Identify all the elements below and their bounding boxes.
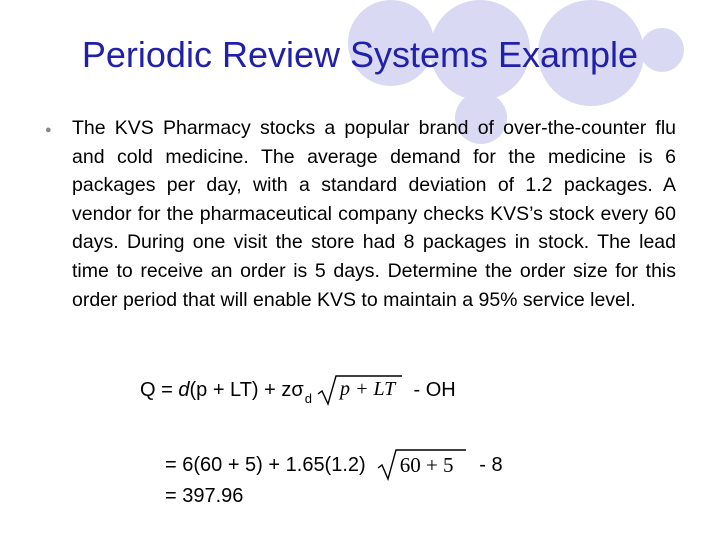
bullet-icon: ●: [45, 124, 52, 136]
formula-subscript: d: [304, 390, 312, 406]
calculation-line-2: = 397.96: [165, 485, 244, 507]
calc-suffix: - 8: [473, 453, 503, 476]
calc-prefix: = 6(60 + 5) + 1.65(1.2): [165, 453, 366, 476]
formula-lhs: Q =: [140, 378, 179, 401]
calculation-line-1: [165, 447, 503, 483]
formula-tail: - OH: [407, 378, 456, 401]
formula-mid: (p + LT) + zσ: [189, 378, 304, 401]
calc-radicand: 60 + 5: [399, 453, 454, 477]
formula-radicand: p + LT: [339, 378, 396, 400]
problem-paragraph: The KVS Pharmacy stocks a popular brand of over-the-counter flu and cold medicine. The average demand for the medicine is 6 packages per day, with a standard deviation of 1.2 packages. A vendor for the pharmaceutical company checks KVS’s stock every 60 days. During one visit the store had 8 packages in stock. The lead time to receive an order is 5 days. Determine the order size for this order period that will enable KVS to maintain a 95% service level.: [72, 117, 676, 311]
square-root-symbol: [316, 372, 402, 408]
square-root-symbol: [376, 447, 468, 483]
formula-d: d: [178, 378, 190, 401]
order-quantity-formula: [140, 372, 456, 408]
slide-title: Periodic Review Systems Example: [81, 34, 639, 75]
